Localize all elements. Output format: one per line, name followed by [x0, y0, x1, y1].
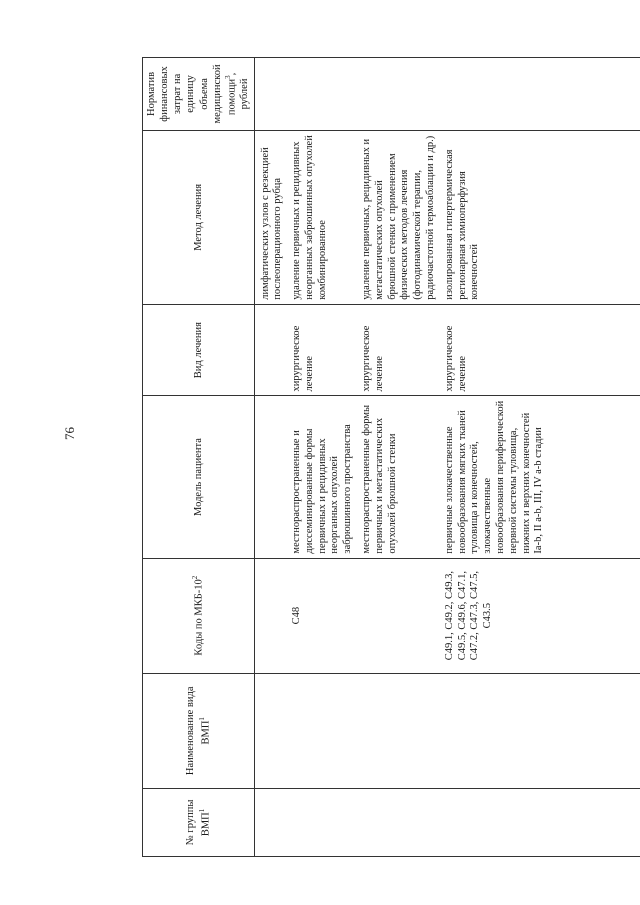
cell-name — [288, 673, 358, 788]
header-norm: Норматив финансовых затрат на единицу объема медицинской помощи$^3$, рублей — [143, 58, 255, 131]
table-row — [254, 58, 288, 857]
cell-norm — [441, 58, 640, 131]
cell-group — [441, 788, 640, 856]
cell-method: изолированная гипертермическая регионарная химиоперфузия конечностей — [441, 130, 640, 304]
table-row — [288, 58, 358, 857]
cell-codes — [254, 558, 288, 673]
header-name: Наименование вида ВМП$^1$ — [143, 673, 255, 788]
header-row — [143, 58, 255, 857]
cell-model — [254, 396, 288, 558]
table-row — [441, 58, 640, 857]
cell-name — [441, 673, 640, 788]
table-row — [358, 58, 441, 857]
cell-model: первичные злокачественные новообразования мягких тканей туловища и конечностей, злокачественные новообразования периферической нервной системы туловища, нижних и верхних конечностей Ia-b, II a-b, III, IV a-b стадии — [441, 396, 640, 558]
page-number: 76 — [62, 427, 77, 440]
cell-type — [254, 304, 288, 396]
cell-method: удаление первичных, рецидивных и метастатических опухолей брюшной стенки с применением физических методов лечения (фотодинамической терапии, радиочастотной термоаблации и др.) — [358, 130, 441, 304]
cell-type: хирургическое лечение — [358, 304, 441, 396]
cell-method: удаление первичных и рецидивных неорганных забрюшинных опухолей комбинированное — [288, 130, 358, 304]
header-method: Метод лечения — [143, 130, 255, 304]
cell-codes — [358, 558, 441, 673]
cell-norm — [254, 58, 288, 131]
cell-codes: С48 — [288, 558, 358, 673]
cell-group — [288, 788, 358, 856]
cell-model: местнораспространенные формы первичных и метастатических опухолей брюшной стенки — [358, 396, 441, 558]
cell-name — [358, 673, 441, 788]
cell-method: лимфатических узлов с резекцией послеоперационного рубца — [254, 130, 288, 304]
header-codes: Коды по МКБ-$10^2$ — [143, 558, 255, 673]
cell-type: хирургическое лечение — [441, 304, 640, 396]
header-group: № группы ВМП$^1$ — [143, 788, 255, 856]
cell-codes: С49.1, С49.2, С49.3, С49.5, С49.6, С47.1, С47.2, С47.3, С47.5, С43.5 — [441, 558, 640, 673]
cell-norm — [288, 58, 358, 131]
cell-group — [358, 788, 441, 856]
cell-type: хирургическое лечение — [288, 304, 358, 396]
cell-name — [254, 673, 288, 788]
header-model: Модель пациента — [143, 396, 255, 558]
header-type: Вид лечения — [143, 304, 255, 396]
cell-model: местнораспространенные и диссеминированные формы первичных и рецидивных неорганных опухолей забрюшинного пространства — [288, 396, 358, 558]
cell-group — [254, 788, 288, 856]
cell-norm — [358, 58, 441, 131]
vmp-table — [142, 57, 640, 857]
